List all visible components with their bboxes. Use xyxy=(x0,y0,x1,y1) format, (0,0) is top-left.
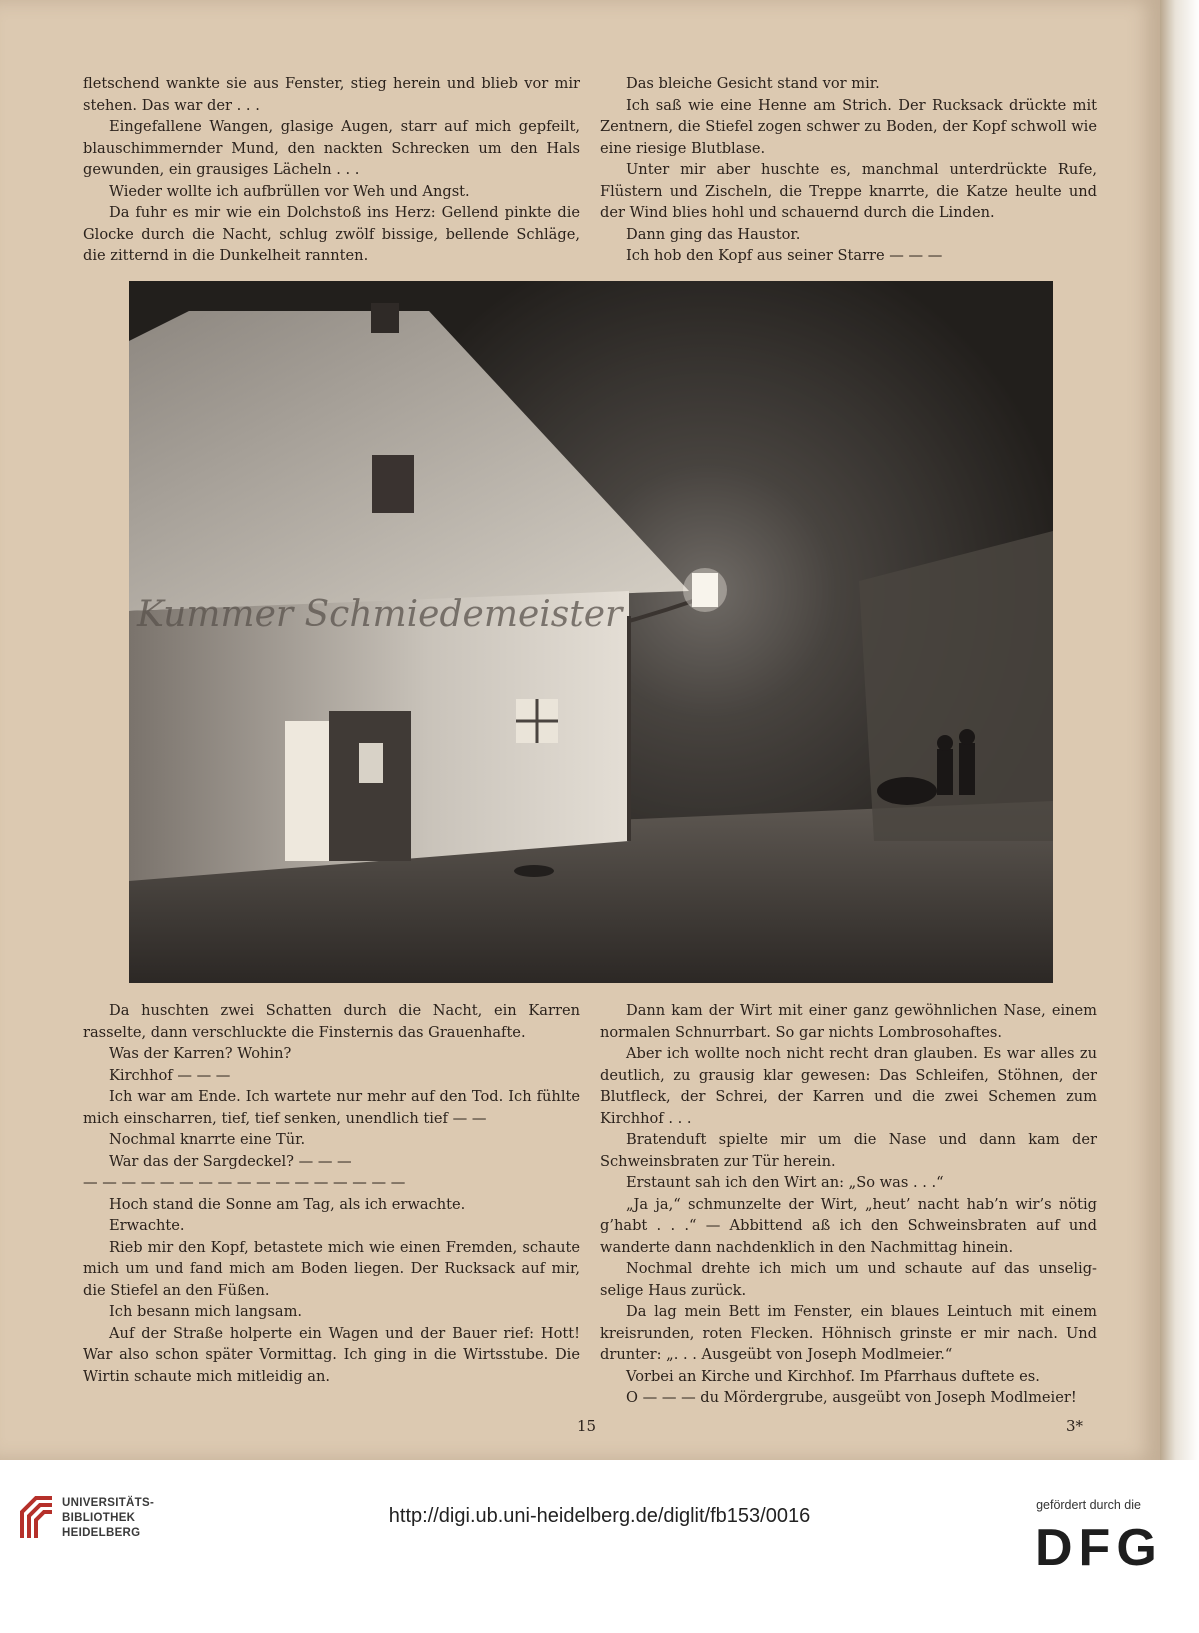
funding-note: gefördert durch die xyxy=(1036,1498,1141,1512)
paragraph: Kirchhof — — — xyxy=(109,1066,231,1084)
dash-separator: — — — — — — — — — — — — — — — — — xyxy=(83,1174,406,1191)
paragraph: Das bleiche Gesicht stand vor mir. xyxy=(626,75,880,92)
paragraph: Nochmal drehte ich mich um und schaute auf das unselig-selige Haus zurück. xyxy=(600,1260,1097,1299)
source-url[interactable]: http://digi.ub.uni-heidelberg.de/diglit/fb153/0016 xyxy=(388,1505,811,1527)
paragraph: Hoch stand die Sonne am Tag, als ich erwachte. xyxy=(109,1195,466,1213)
text-column-top-left xyxy=(83,73,580,267)
paragraph: Da fuhr es mir wie ein Dolchstoß ins Herz: Gellend pinkte die Glocke durch die Nacht, schlug zwölf bissige, bellende Schläge, die zitternd in die Dunkelheit rannten. xyxy=(83,204,580,264)
paragraph: Ich hob den Kopf aus seiner Starre — — — xyxy=(626,247,943,264)
paragraph: Bratenduft spielte mir um die Nase und dann kam der Schweinsbraten zur Tür herein. xyxy=(600,1131,1097,1170)
paragraph: „Ja ja,“ schmunzelte der Wirt, „heut’ nacht hab’n wir’s nötig g’habt . . .“ — Abbittend aß ich den Schweinsbraten auf und wanderte dann nachdenklich in den Nachmittag hinein. xyxy=(600,1195,1097,1256)
page-number: 15 xyxy=(577,1417,597,1435)
paragraph: Eingefallene Wangen, glasige Augen, starr auf mich gepfeilt, blauschimmernder Mund, den nackten Schrecken um den Hals gewunden, ein grausiges Lächeln . . . xyxy=(83,118,580,178)
text-column-top-right xyxy=(600,73,1097,267)
library-name: UNIVERSITÄTS- BIBLIOTHEK HEIDELBERG xyxy=(62,1497,155,1539)
night-house-illustration xyxy=(129,281,1053,983)
paragraph: Ich saß wie eine Henne am Strich. Der Rucksack drückte mit Zentnern, die Stiefel zogen schwer zu Boden, der Kopf schwoll wie eine riesige Blutblase. xyxy=(600,96,1097,157)
paragraph: Aber ich wollte noch nicht recht dran glauben. Es war alles zu deutlich, zu grausig klar gewesen: Das Schleifen, Stöhnen, der Blutfleck, der Schrei, der Karren und die zwei Schemen zum Kirchhof . . . xyxy=(600,1045,1097,1127)
paragraph: Ich war am Ende. Ich wartete nur mehr auf den Tod. Ich fühlte mich einscharren, tief, tief senken, unendlich tief — — xyxy=(83,1088,580,1127)
paragraph: Auf der Straße holperte ein Wagen und der Bauer rief: Hott! War also schon später Vormittag. Ich ging in die Wirtsstube. Die Wirtin schaute mich mitleidig an. xyxy=(83,1324,580,1385)
house-sign-text: Kummer Schmiedemeister xyxy=(137,594,623,635)
digitization-footer xyxy=(0,1460,1199,1633)
paragraph: Erwachte. xyxy=(109,1217,185,1234)
paragraph: Dann ging das Haustor. xyxy=(626,225,801,243)
paragraph: Ich besann mich langsam. xyxy=(109,1303,303,1320)
paragraph: fletschend wankte sie aus Fenster, stieg herein und blieb vor mir stehen. Das war der . . . xyxy=(83,75,580,114)
text-column-bottom-right xyxy=(600,1000,1097,1409)
paragraph: Unter mir aber huschte es, manchmal unterdrückte Rufe, Flüstern und Zischeln, die Treppe knarrte, die Katze heulte und der Wind blies hohl und schauernd durch die Linden. xyxy=(600,161,1097,221)
paragraph: Was der Karren? Wohin? xyxy=(109,1045,292,1062)
paragraph: Da huschten zwei Schatten durch die Nacht, ein Karren rasselte, dann verschluckte die Finsternis das Grauenhafte. xyxy=(83,1002,580,1041)
paragraph: Rieb mir den Kopf, betastete mich wie einen Fremden, schaute mich um und fand mich am Boden liegen. Der Rucksack auf mir, die Stiefel an den Füßen. xyxy=(83,1238,580,1299)
paragraph: Nochmal knarrte eine Tür. xyxy=(109,1131,306,1148)
paragraph: O — — — du Mördergrube, ausgeübt von Joseph Modlmeier! xyxy=(626,1389,1077,1406)
signature-mark: 3* xyxy=(1066,1417,1084,1435)
paragraph: War das der Sargdeckel? — — — xyxy=(109,1152,352,1170)
paragraph: Wieder wollte ich aufbrüllen vor Weh und Angst. xyxy=(109,182,470,200)
illustration-drawing xyxy=(129,281,1053,983)
paragraph: Dann kam der Wirt mit einer ganz gewöhnlichen Nase, einem normalen Schnurrbart. So gar nichts Lombrosohaftes. xyxy=(600,1002,1097,1041)
paragraph: Erstaunt sah ich den Wirt an: „So was . . .“ xyxy=(626,1174,944,1191)
page-edge xyxy=(1160,0,1199,1460)
text-column-bottom-left xyxy=(83,1000,580,1387)
dfg-logo: DFG xyxy=(1035,1519,1163,1577)
paragraph: Da lag mein Bett im Fenster, ein blaues Leintuch mit einem kreisrunden, roten Flecken. Höhnisch grinste er mir nach. Und drunter: „. . . Ausgeübt von Joseph Modlmeier.“ xyxy=(600,1303,1097,1363)
paragraph: Vorbei an Kirche und Kirchhof. Im Pfarrhaus duftete es. xyxy=(626,1367,1040,1385)
